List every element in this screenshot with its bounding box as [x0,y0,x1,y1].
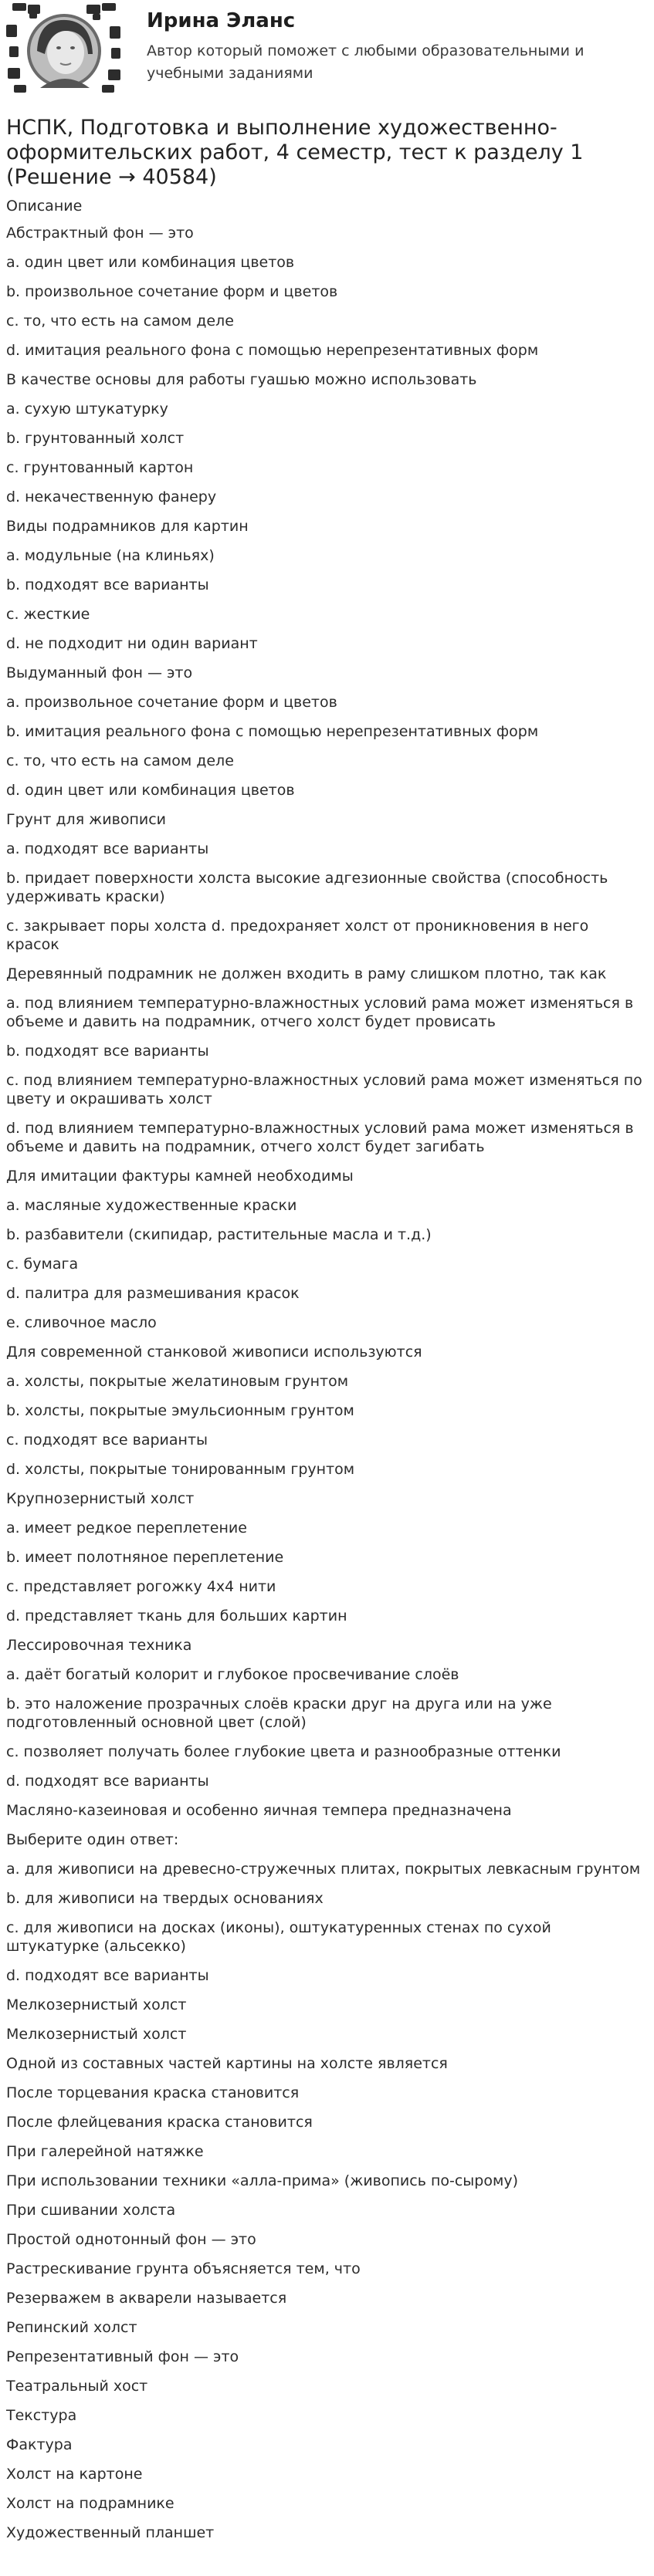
text-line: Холст на картоне [6,2466,143,2483]
text-line: c. то, что есть на самом деле [6,752,234,769]
text-line: b. разбавители (скипидар, растительные масла и т.д.) [6,1226,432,1243]
text-line: Репинский холст [6,2319,137,2336]
text-line: c. позволяет получать более глубокие цвета и разнообразные оттенки [6,1743,561,1760]
text-line: a. холсты, покрытые желатиновым грунтом [6,1373,349,1390]
text-line: Крупнозернистый холст [6,1490,195,1507]
text-line: b. имитация реального фона с помощью нерепрезентативных форм [6,723,539,740]
text-line: e. сливочное масло [6,1314,157,1331]
text-line: b. подходят все варианты [6,576,209,593]
text-line: Мелкозернистый холст [6,1996,187,2013]
text-line: Масляно-казеиновая и особенно яичная темпера предназначена [6,1802,512,1819]
text-line: Выберите один ответ: [6,1831,179,1848]
text-line: d. подходят все варианты [6,1967,209,1984]
section-description-label: Описание [6,198,83,215]
page-title: НСПК, Подготовка и выполнение художественно-оформительских работ, 4 семестр, тест к разделу 1 (Решение → 40584) [6,116,584,189]
text-line: Для современной станковой живописи используются [6,1344,422,1361]
text-line: При галерейной натяжке [6,2143,204,2160]
text-line: d. некачественную фанеру [6,488,217,505]
text-line: Лессировочная техника [6,1637,192,1654]
author-description: Автор который поможет с любыми образовательными и учебными заданиями [147,42,585,82]
text-line: c. закрывает поры холста d. предохраняет холст от проникновения в него красок [6,918,589,953]
text-line: Виды подрамников для картин [6,518,249,535]
author-card [6,0,647,99]
text-line: a. сухую штукатурку [6,401,168,418]
text-line: a. один цвет или комбинация цветов [6,254,295,271]
text-line: При сшивании холста [6,2202,176,2219]
text-line: Выдуманный фон — это [6,664,193,681]
avatar-image [6,3,122,94]
text-line: d. под влиянием температурно-влажностных условий рама может изменяться в объеме и давить на подрамник, отчего холст будет загибать [6,1120,634,1155]
text-line: Деревянный подрамник не должен входить в раму слишком плотно, так как [6,965,607,982]
text-line: b. это наложение прозрачных слоёв краски друг на друга или на уже подготовленный основной цвет (слой) [6,1695,552,1731]
text-line: b. произвольное сочетание форм и цветов [6,283,338,300]
text-line: d. представляет ткань для больших картин [6,1607,347,1624]
text-line: Фактура [6,2436,73,2453]
text-line: d. имитация реального фона с помощью нерепрезентативных форм [6,342,539,359]
author-avatar[interactable] [6,3,122,94]
text-line: Простой однотонный фон — это [6,2231,256,2248]
text-line: Театральный хост [6,2378,148,2395]
text-line: a. произвольное сочетание форм и цветов [6,694,337,711]
text-line: c. жесткие [6,606,90,623]
text-line: Грунт для живописи [6,811,167,828]
text-line: a. даёт богатый колорит и глубокое просвечивание слоёв [6,1666,459,1683]
text-line: d. холсты, покрытые тонированным грунтом [6,1461,355,1478]
text-line: Холст на подрамнике [6,2495,175,2512]
text-line: d. подходят все варианты [6,1773,209,1790]
text-line: В качестве основы для работы гуашью можно использовать [6,371,477,388]
text-line: c. то, что есть на самом деле [6,313,234,330]
text-line: c. подходят все варианты [6,1432,208,1449]
text-line: Одной из составных частей картины на холсте является [6,2055,448,2072]
text-line: a. имеет редкое переплетение [6,1520,247,1536]
text-line: c. представляет рогожку 4х4 нити [6,1578,276,1595]
text-line: d. один цвет или комбинация цветов [6,782,295,799]
text-line: Текстура [6,2407,77,2424]
text-line: a. модульные (на клиньях) [6,547,215,564]
author-name[interactable]: Ирина Эланс [147,9,296,32]
text-line: Мелкозернистый холст [6,2026,187,2043]
test-question-list [6,219,647,2548]
text-line: c. грунтованный картон [6,459,194,476]
text-line: b. придает поверхности холста высокие адгезионные свойства (способность удерживать краски) [6,870,608,905]
text-line: d. не подходит ни один вариант [6,635,258,652]
text-line: a. для живописи на древесно-стружечных плитах, покрытых левкасным грунтом [6,1861,641,1878]
text-line: a. масляные художественные краски [6,1197,297,1214]
text-line: b. холсты, покрытые эмульсионным грунтом [6,1402,354,1419]
text-line: b. подходят все варианты [6,1043,209,1060]
text-line: Художественный планшет [6,2524,215,2541]
text-line: Резерважем в акварели называется [6,2290,287,2307]
text-line: c. бумага [6,1256,79,1273]
text-line: Репрезентативный фон — это [6,2348,239,2365]
text-line: b. грунтованный холст [6,430,185,447]
text-line: a. подходят все варианты [6,840,209,857]
text-line: При использовании техники «алла-прима» (живопись по-сырому) [6,2172,518,2189]
text-line: a. под влиянием температурно-влажностных условий рама может изменяться в объеме и давить на подрамник, отчего холст будет провисать [6,995,634,1030]
text-line: c. для живописи на досках (иконы), оштукатуренных стенах по сухой штукатурке (альсекко) [6,1919,551,1955]
text-line: b. имеет полотняное переплетение [6,1549,284,1566]
text-line: После флейцевания краска становится [6,2114,313,2131]
text-line: После торцевания краска становится [6,2084,300,2101]
text-line: c. под влиянием температурно-влажностных условий рама может изменяться по цвету и окрашивать холст [6,1072,642,1107]
text-line: d. палитра для размешивания красок [6,1285,300,1302]
author-info [147,3,602,85]
text-line: Растрескивание грунта объясняется тем, что [6,2260,361,2277]
text-line: b. для живописи на твердых основаниях [6,1890,324,1907]
text-line: Абстрактный фон — это [6,225,194,242]
text-line: Для имитации фактуры камней необходимы [6,1168,354,1185]
